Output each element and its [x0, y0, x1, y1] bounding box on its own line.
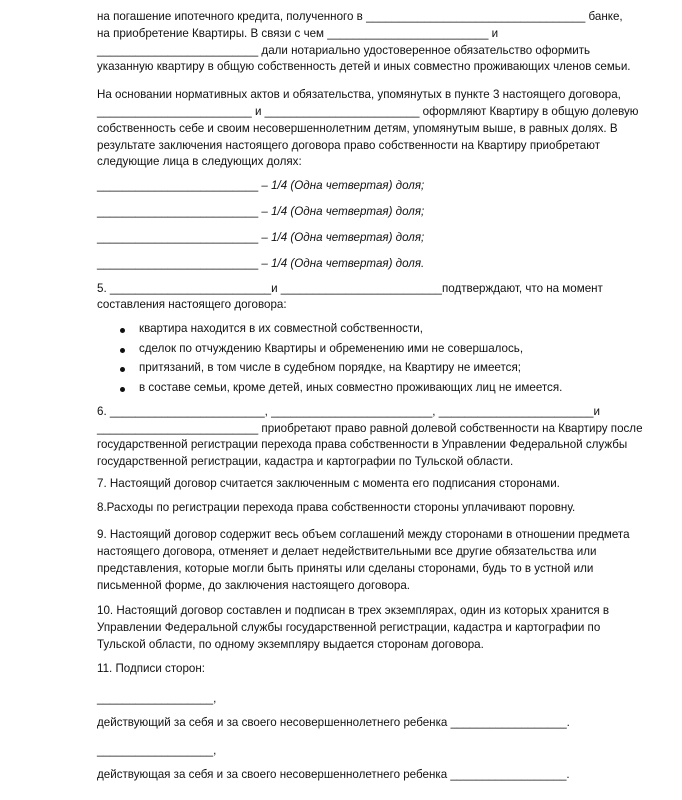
p6-line-3: государственной регистрации перехода права собственности в Управлении Федеральной службы: [97, 438, 628, 451]
basis-line-5: [97, 153, 302, 171]
p9-line-4: письменной форме, до заключения настоящего договора.: [97, 579, 411, 592]
blank-field: _________________________: [97, 179, 259, 192]
p10-line-1: 10. Настоящий договор составлен и подписан в трех экземплярах, один из которых хранится в: [97, 604, 610, 617]
signature-2-line: [97, 742, 216, 760]
p5-line-2: [97, 296, 287, 314]
blank-field: __________________________________: [366, 10, 586, 23]
blank-field: ________________________: [97, 105, 252, 118]
bullet-dot: [120, 328, 125, 333]
blank-field: _________________________: [109, 282, 272, 295]
p6-line-4: государственной регистрации, кадастра и картографии по Тульской области.: [97, 455, 514, 468]
share-text: – 1/4 (Одна четвертая) доля;: [258, 205, 425, 218]
p9-line-1: 9. Настоящий договор содержит весь объем соглашений между сторонами в отношении предмета: [97, 528, 630, 541]
text: действующая за себя и за своего несовершеннолетнего ребенка: [97, 768, 451, 781]
text: ,: [213, 744, 217, 757]
share-text: – 1/4 (Одна четвертая) доля;: [258, 231, 425, 244]
p9-line-2: настоящего договора, отменяет и делает недействительными все другие обязательства или: [97, 545, 597, 558]
text: .: [566, 716, 570, 729]
text: результате заключения настоящего договора право собственности на Квартиру приобретают: [97, 139, 601, 152]
blank-field: _________________________: [271, 405, 433, 418]
intro-line-4: [97, 58, 631, 76]
text: ,: [264, 405, 272, 418]
blank-field: _________________________: [97, 422, 259, 435]
bullet-item: притязаний, в том числе в судебном порядке, на Квартиру не имеется;: [139, 361, 521, 374]
signature-field: __________________: [97, 692, 214, 705]
text: На основании нормативных актов и обязательства, упомянутых в пункте 3 настоящего договора,: [97, 88, 621, 101]
p9-line-3: представления, которые могли быть приняты или сделаны сторонами, будь то в устной или: [97, 562, 594, 575]
text: и: [488, 27, 499, 40]
clause-number: 5.: [97, 282, 110, 295]
share-text: – 1/4 (Одна четвертая) доля;: [258, 179, 425, 192]
bullet-dot: [120, 367, 125, 372]
bullet-dot: [120, 387, 125, 392]
text: указанную квартиру в общую собственность детей и иных совместно проживающих членов семьи.: [97, 60, 631, 73]
intro-line-2: [97, 25, 498, 43]
bullet-dot: [120, 348, 125, 353]
blank-field: _________________________: [327, 27, 489, 40]
text: приобретают право равной долевой собственности на Квартиру после: [258, 422, 643, 435]
blank-field: _________________________: [97, 257, 259, 270]
share-line-3: [97, 229, 424, 247]
clause-number: 6.: [97, 405, 110, 418]
signature-2-desc: [97, 766, 570, 784]
text: следующие лица в следующих долях:: [97, 155, 302, 168]
p10-line-3: Тульской области, по одному экземпляру выдается сторонам договора.: [97, 638, 484, 651]
text: банке,: [585, 10, 623, 23]
bullet-item: квартира находится в их совместной собственности,: [139, 322, 423, 335]
p8-line: 8.Расходы по регистрации перехода права собственности стороны уплачивают поровну.: [97, 501, 576, 514]
text: и: [271, 282, 281, 295]
blank-field: __________________: [450, 768, 567, 781]
p11-heading: 11. Подписи сторон:: [97, 662, 205, 675]
text: на приобретение Квартиры. В связи с чем: [97, 27, 328, 40]
blank-field: _________________________: [97, 44, 259, 57]
text: на погашение ипотечного кредита, полученного в: [97, 10, 367, 23]
p10-line-2: Управлении Федеральной службы государственной регистрации, кадастра и картографии по: [97, 621, 601, 634]
blank-field: _________________________: [97, 205, 259, 218]
share-text: – 1/4 (Одна четвертая) доля.: [258, 257, 425, 270]
text: собственность себе и своим несовершеннолетним детям, упомянутым выше, в равных долях. В: [97, 122, 618, 135]
text: ,: [432, 405, 439, 418]
intro-line-1: [97, 8, 623, 26]
share-line-1: [97, 177, 424, 195]
text: дали нотариально удостоверенное обязательство оформить: [258, 44, 591, 57]
blank-field: ________________________: [109, 405, 265, 418]
text: составления настоящего договора:: [97, 298, 287, 311]
blank-field: _________________________: [97, 231, 259, 244]
share-line-4: [97, 255, 424, 273]
text: подтверждают, что на момент: [442, 282, 603, 295]
text: и: [251, 105, 265, 118]
p6-line-1: [97, 403, 600, 421]
bullet-item: в составе семьи, кроме детей, иных совместно проживающих лиц не имеется.: [139, 381, 563, 394]
blank-field: ________________________: [438, 405, 594, 418]
signature-field: __________________: [97, 744, 214, 757]
blank-field: _________________________: [280, 282, 442, 295]
text: действующий за себя и за своего несовершеннолетнего ребенка: [97, 716, 451, 729]
share-line-2: [97, 203, 424, 221]
bullet-item: сделок по отчуждению Квартиры и обременению ими не совершалось,: [139, 342, 524, 355]
text: и: [593, 405, 600, 418]
basis-line-2: [97, 103, 638, 121]
p7-line: 7. Настоящий договор считается заключенным с момента его подписания сторонами.: [97, 477, 560, 490]
basis-line-3: [97, 120, 618, 138]
basis-line-1: [97, 86, 621, 104]
text: .: [566, 768, 570, 781]
signature-1-line: [97, 690, 216, 708]
text: оформляют Квартиру в общую долевую: [419, 105, 639, 118]
blank-field: __________________: [450, 716, 567, 729]
text: ,: [213, 692, 217, 705]
blank-field: ________________________: [264, 105, 420, 118]
signature-1-desc: [97, 714, 570, 732]
